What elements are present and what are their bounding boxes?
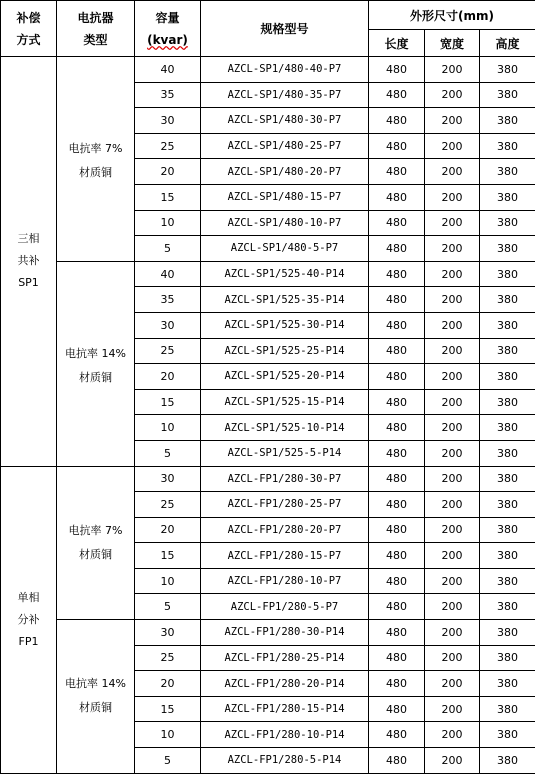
- capacity-cell: 15: [135, 543, 201, 569]
- model-cell: AZCL-FP1/280-20-P14: [201, 671, 369, 697]
- capacity-cell: 15: [135, 389, 201, 415]
- length-cell: 480: [369, 543, 425, 569]
- height-cell: 380: [480, 440, 535, 466]
- height-cell: 380: [480, 415, 535, 441]
- comp-mode-line: 共补: [1, 250, 56, 272]
- width-cell: 200: [425, 159, 480, 185]
- length-cell: 480: [369, 133, 425, 159]
- length-cell: 480: [369, 159, 425, 185]
- height-cell: 380: [480, 620, 535, 646]
- capacity-cell: 30: [135, 620, 201, 646]
- length-cell: 480: [369, 261, 425, 287]
- width-cell: 200: [425, 594, 480, 620]
- length-cell: 480: [369, 568, 425, 594]
- height-cell: 380: [480, 57, 535, 83]
- header-capacity: 容量 (kvar): [135, 1, 201, 57]
- capacity-cell: 30: [135, 108, 201, 134]
- width-cell: 200: [425, 389, 480, 415]
- table-row: [1, 620, 535, 646]
- model-cell: AZCL-FP1/280-30-P14: [201, 620, 369, 646]
- model-cell: AZCL-FP1/280-25-P14: [201, 645, 369, 671]
- height-cell: 380: [480, 389, 535, 415]
- reactor-type-cell: [57, 466, 135, 620]
- length-cell: 480: [369, 466, 425, 492]
- width-cell: 200: [425, 236, 480, 262]
- header-dimensions: 外形尺寸(mm): [369, 1, 535, 30]
- capacity-cell: 10: [135, 568, 201, 594]
- table-header: [1, 1, 535, 57]
- model-cell: AZCL-SP1/480-25-P7: [201, 133, 369, 159]
- width-cell: 200: [425, 184, 480, 210]
- table-row: [1, 466, 535, 492]
- capacity-cell: 20: [135, 671, 201, 697]
- reactor-type-line: 电抗率 14%: [57, 672, 134, 696]
- header-length: 长度: [369, 30, 425, 57]
- height-cell: 380: [480, 517, 535, 543]
- width-cell: 200: [425, 415, 480, 441]
- reactor-type-cell: [57, 57, 135, 262]
- model-cell: AZCL-FP1/280-30-P7: [201, 466, 369, 492]
- model-cell: AZCL-SP1/525-20-P14: [201, 364, 369, 390]
- table-row: [1, 57, 535, 83]
- length-cell: 480: [369, 696, 425, 722]
- model-cell: AZCL-SP1/525-10-P14: [201, 415, 369, 441]
- width-cell: 200: [425, 312, 480, 338]
- capacity-cell: 20: [135, 517, 201, 543]
- comp-mode-line: 分补: [1, 609, 56, 631]
- model-cell: AZCL-SP1/525-25-P14: [201, 338, 369, 364]
- model-cell: AZCL-SP1/480-40-P7: [201, 57, 369, 83]
- height-cell: 380: [480, 671, 535, 697]
- height-cell: 380: [480, 645, 535, 671]
- height-cell: 380: [480, 210, 535, 236]
- comp-mode-line: 三相: [1, 228, 56, 250]
- header-model: 规格型号: [201, 1, 369, 57]
- width-cell: 200: [425, 748, 480, 774]
- header-reactor-type: 电抗器 类型: [57, 1, 135, 57]
- width-cell: 200: [425, 287, 480, 313]
- model-cell: AZCL-FP1/280-15-P14: [201, 696, 369, 722]
- length-cell: 480: [369, 287, 425, 313]
- model-cell: AZCL-SP1/480-35-P7: [201, 82, 369, 108]
- width-cell: 200: [425, 210, 480, 236]
- length-cell: 480: [369, 415, 425, 441]
- capacity-cell: 30: [135, 466, 201, 492]
- reactor-type-line: 电抗率 7%: [57, 519, 134, 543]
- capacity-cell: 35: [135, 82, 201, 108]
- length-cell: 480: [369, 184, 425, 210]
- length-cell: 480: [369, 645, 425, 671]
- width-cell: 200: [425, 645, 480, 671]
- length-cell: 480: [369, 82, 425, 108]
- width-cell: 200: [425, 261, 480, 287]
- capacity-cell: 10: [135, 210, 201, 236]
- model-cell: AZCL-SP1/525-30-P14: [201, 312, 369, 338]
- capacity-cell: 40: [135, 261, 201, 287]
- length-cell: 480: [369, 389, 425, 415]
- height-cell: 380: [480, 568, 535, 594]
- capacity-cell: 5: [135, 440, 201, 466]
- model-cell: AZCL-FP1/280-10-P14: [201, 722, 369, 748]
- length-cell: 480: [369, 722, 425, 748]
- length-cell: 480: [369, 440, 425, 466]
- height-cell: 380: [480, 748, 535, 774]
- height-cell: 380: [480, 594, 535, 620]
- length-cell: 480: [369, 338, 425, 364]
- header-comp-mode: 补偿 方式: [1, 1, 57, 57]
- capacity-cell: 5: [135, 594, 201, 620]
- reactor-type-line: 材质铜: [57, 161, 134, 185]
- capacity-cell: 25: [135, 133, 201, 159]
- width-cell: 200: [425, 568, 480, 594]
- reactor-type-cell: [57, 620, 135, 774]
- width-cell: 200: [425, 517, 480, 543]
- reactor-type-line: 电抗率 7%: [57, 137, 134, 161]
- width-cell: 200: [425, 108, 480, 134]
- model-cell: AZCL-SP1/525-40-P14: [201, 261, 369, 287]
- length-cell: 480: [369, 236, 425, 262]
- capacity-cell: 25: [135, 338, 201, 364]
- height-cell: 380: [480, 184, 535, 210]
- width-cell: 200: [425, 133, 480, 159]
- capacity-cell: 10: [135, 722, 201, 748]
- length-cell: 480: [369, 312, 425, 338]
- capacity-cell: 40: [135, 57, 201, 83]
- capacity-cell: 25: [135, 645, 201, 671]
- capacity-cell: 15: [135, 696, 201, 722]
- capacity-cell: 20: [135, 364, 201, 390]
- height-cell: 380: [480, 492, 535, 518]
- width-cell: 200: [425, 671, 480, 697]
- capacity-cell: 20: [135, 159, 201, 185]
- capacity-cell: 30: [135, 312, 201, 338]
- height-cell: 380: [480, 287, 535, 313]
- model-cell: AZCL-SP1/525-5-P14: [201, 440, 369, 466]
- capacity-cell: 25: [135, 492, 201, 518]
- length-cell: 480: [369, 492, 425, 518]
- table-row: [1, 261, 535, 287]
- reactor-type-cell: [57, 261, 135, 466]
- model-cell: AZCL-SP1/480-10-P7: [201, 210, 369, 236]
- width-cell: 200: [425, 696, 480, 722]
- length-cell: 480: [369, 364, 425, 390]
- width-cell: 200: [425, 338, 480, 364]
- length-cell: 480: [369, 210, 425, 236]
- height-cell: 380: [480, 82, 535, 108]
- comp-mode-cell: [1, 466, 57, 773]
- model-cell: AZCL-FP1/280-10-P7: [201, 568, 369, 594]
- reactor-type-line: 材质铜: [57, 696, 134, 720]
- length-cell: 480: [369, 671, 425, 697]
- width-cell: 200: [425, 364, 480, 390]
- capacity-cell: 10: [135, 415, 201, 441]
- width-cell: 200: [425, 722, 480, 748]
- height-cell: 380: [480, 364, 535, 390]
- model-cell: AZCL-SP1/480-5-P7: [201, 236, 369, 262]
- header-width: 宽度: [425, 30, 480, 57]
- height-cell: 380: [480, 543, 535, 569]
- reactor-type-line: 材质铜: [57, 366, 134, 390]
- model-cell: AZCL-FP1/280-25-P7: [201, 492, 369, 518]
- model-cell: AZCL-FP1/280-20-P7: [201, 517, 369, 543]
- height-cell: 380: [480, 696, 535, 722]
- width-cell: 200: [425, 82, 480, 108]
- length-cell: 480: [369, 748, 425, 774]
- comp-mode-line: 单相: [1, 587, 56, 609]
- height-cell: 380: [480, 722, 535, 748]
- model-cell: AZCL-SP1/480-15-P7: [201, 184, 369, 210]
- header-height: 高度: [480, 30, 535, 57]
- table-body: [1, 57, 535, 774]
- width-cell: 200: [425, 620, 480, 646]
- width-cell: 200: [425, 492, 480, 518]
- length-cell: 480: [369, 57, 425, 83]
- reactor-type-line: 材质铜: [57, 543, 134, 567]
- reactor-type-line: 电抗率 14%: [57, 342, 134, 366]
- height-cell: 380: [480, 466, 535, 492]
- model-cell: AZCL-SP1/480-30-P7: [201, 108, 369, 134]
- model-cell: AZCL-SP1/525-15-P14: [201, 389, 369, 415]
- capacity-cell: 5: [135, 236, 201, 262]
- capacity-cell: 35: [135, 287, 201, 313]
- length-cell: 480: [369, 517, 425, 543]
- height-cell: 380: [480, 338, 535, 364]
- width-cell: 200: [425, 543, 480, 569]
- height-cell: 380: [480, 236, 535, 262]
- width-cell: 200: [425, 440, 480, 466]
- height-cell: 380: [480, 261, 535, 287]
- comp-mode-cell: [1, 57, 57, 467]
- comp-mode-line: SP1: [1, 272, 56, 294]
- width-cell: 200: [425, 57, 480, 83]
- height-cell: 380: [480, 159, 535, 185]
- width-cell: 200: [425, 466, 480, 492]
- capacity-cell: 5: [135, 748, 201, 774]
- length-cell: 480: [369, 620, 425, 646]
- length-cell: 480: [369, 594, 425, 620]
- model-cell: AZCL-FP1/280-15-P7: [201, 543, 369, 569]
- height-cell: 380: [480, 312, 535, 338]
- height-cell: 380: [480, 133, 535, 159]
- model-cell: AZCL-FP1/280-5-P14: [201, 748, 369, 774]
- height-cell: 380: [480, 108, 535, 134]
- comp-mode-line: FP1: [1, 631, 56, 653]
- model-cell: AZCL-SP1/525-35-P14: [201, 287, 369, 313]
- model-cell: AZCL-SP1/480-20-P7: [201, 159, 369, 185]
- length-cell: 480: [369, 108, 425, 134]
- model-cell: AZCL-FP1/280-5-P7: [201, 594, 369, 620]
- capacity-cell: 15: [135, 184, 201, 210]
